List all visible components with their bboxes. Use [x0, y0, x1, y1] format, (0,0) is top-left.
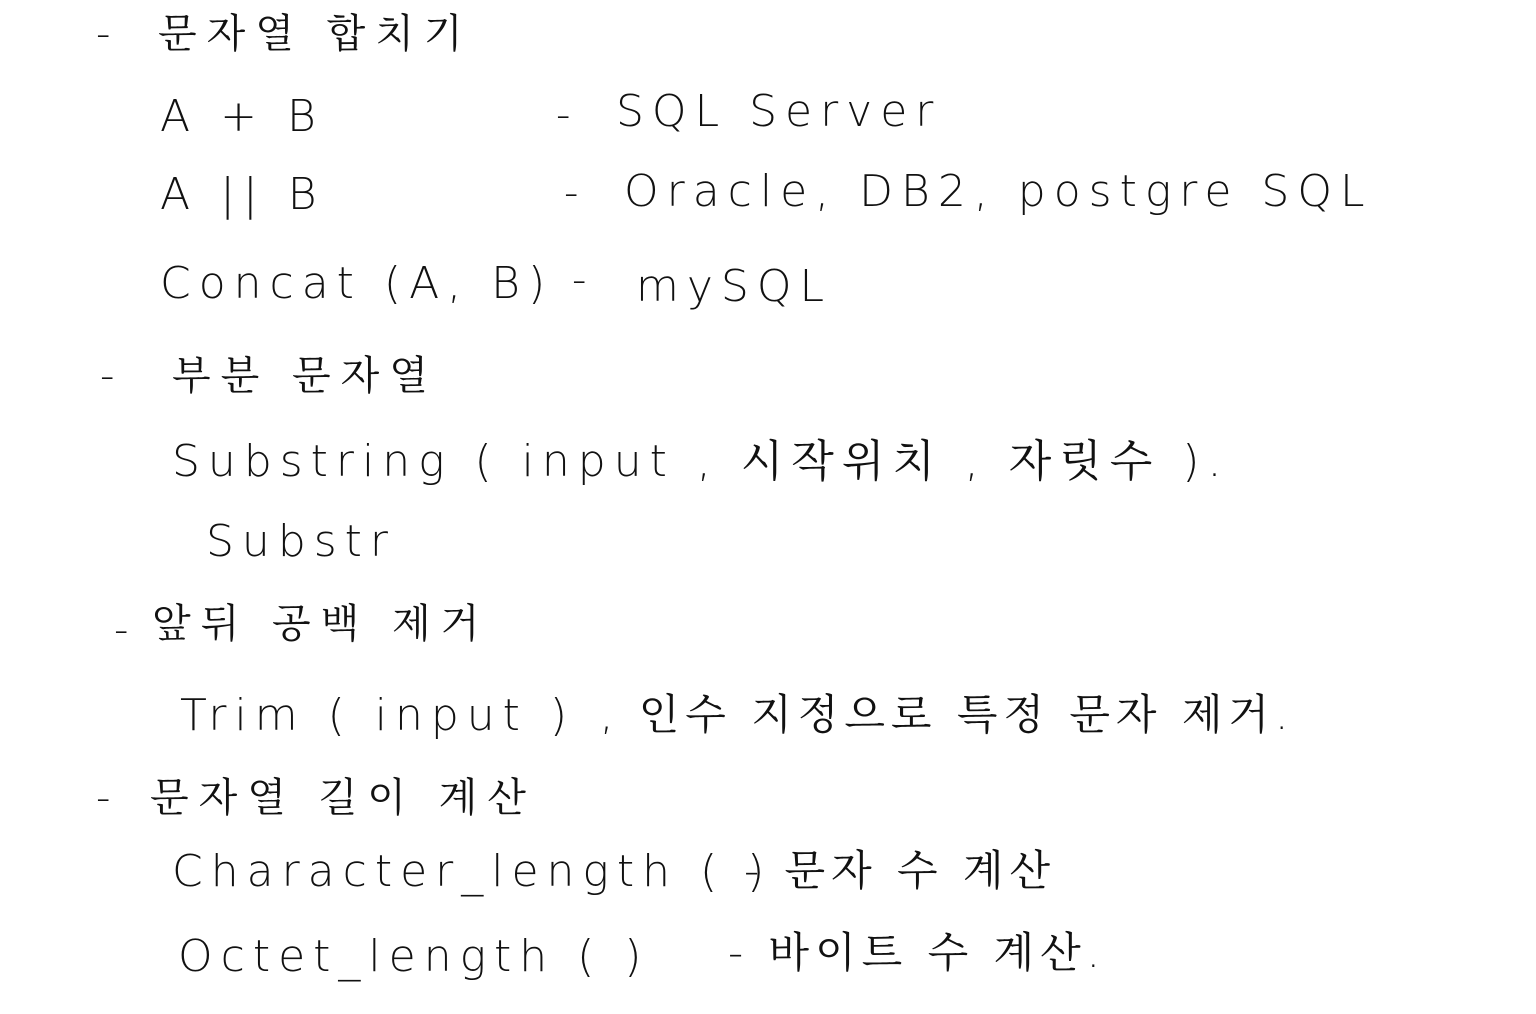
concat-dash-1: -: [556, 92, 571, 138]
concat-dash-2: -: [564, 170, 579, 216]
dbms-mysql: mySQL: [636, 261, 832, 312]
concat-expr-plus: A + B: [160, 91, 324, 142]
substr-alias: Substr: [206, 516, 397, 567]
desc-character-count: - 문자 수 계산: [744, 846, 1057, 895]
heading-string-concat: 문자열 합치기: [158, 11, 473, 57]
desc-byte-count: - 바이트 수 계산.: [728, 928, 1106, 977]
heading-string-length: 문자열 길이 계산: [150, 775, 536, 821]
concat-expr-pipes: A || B: [160, 169, 325, 220]
heading-trim-whitespace: 앞뒤 공백 제거: [152, 601, 490, 647]
section-bullet-concat: -: [96, 11, 111, 57]
func-character-length: Character_length ( ): [172, 846, 773, 897]
heading-substring: 부분 문자열: [172, 353, 438, 399]
concat-dash-3: -: [572, 257, 587, 303]
dbms-oracle-db2-postgre: Oracle, DB2, postgre SQL: [624, 166, 1373, 217]
concat-expr-function: Concat (A, B): [160, 258, 554, 309]
dbms-sql-server: SQL Server: [616, 86, 942, 137]
section-bullet-length: -: [96, 775, 111, 821]
section-bullet-trim: -: [114, 607, 129, 653]
substring-syntax: Substring ( input , 시작위치 , 자릿수 ).: [172, 436, 1230, 487]
section-bullet-substring: -: [100, 353, 115, 399]
trim-note: , 인수 지정으로 특정 문자 제거.: [600, 690, 1295, 739]
trim-syntax: Trim ( input ): [180, 690, 576, 741]
func-octet-length: Octet_length ( ): [178, 931, 650, 982]
